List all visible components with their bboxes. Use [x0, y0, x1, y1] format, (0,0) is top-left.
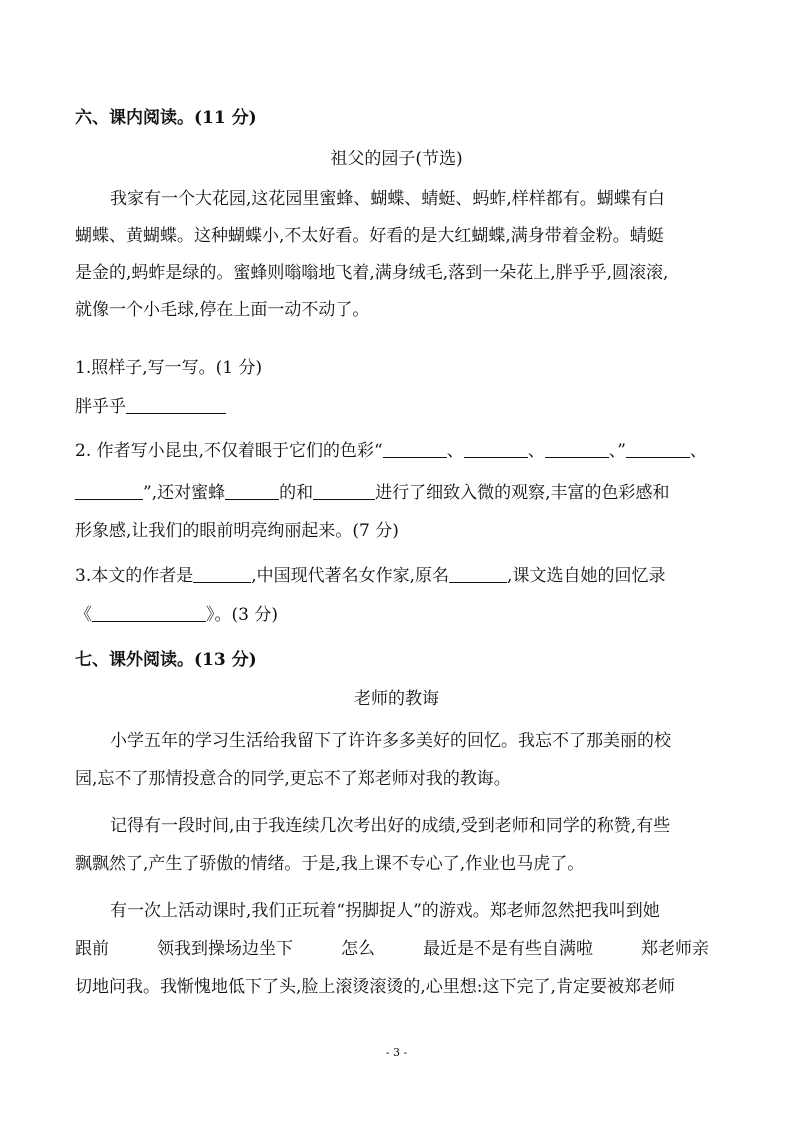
passage-1-line-4: 就像一个小毛球,停在上面一动不动了。	[75, 300, 370, 320]
question-2-line-3: 形象感,让我们的眼前明亮绚丽起来。(7 分)	[75, 521, 399, 541]
answer-blank[interactable]	[383, 441, 447, 458]
answer-blank[interactable]	[464, 441, 528, 458]
answer-blank[interactable]	[193, 566, 251, 583]
question-2-line-1: 2. 作者写小昆虫,不仅着眼于它们的色彩“ 、 、 、” 、	[75, 441, 707, 461]
question-2-line-2: ”,还对蜜蜂 的和 进行了细致入微的观察,丰富的色彩感和	[75, 482, 670, 504]
passage-2-title: 老师的教诲	[354, 689, 439, 709]
answer-blank[interactable]	[75, 483, 143, 500]
passage-2-p1-line-2: 园,忘不了那情投意合的同学,更忘不了郑老师对我的教诲。	[75, 769, 511, 789]
passage-1-line-2: 蝴蝶、黄蝴蝶。这种蝴蝶小,不太好看。好看的是大红蝴蝶,满身带着金粉。蜻蜓	[75, 226, 664, 246]
passage-2-p3-line-2: 跟前 领我到操场边坐下 怎么 最近是不是有些自满啦 郑老师亲	[75, 939, 709, 959]
passage-1-line-1: 我家有一个大花园,这花园里蜜蜂、蝴蝶、蜻蜓、蚂蚱,样样都有。蝴蝶有白	[110, 189, 665, 209]
answer-blank[interactable]	[626, 441, 690, 458]
answer-blank[interactable]	[313, 483, 375, 500]
passage-2-p1-line-1: 小学五年的学习生活给我留下了许许多多美好的回忆。我忘不了那美丽的校	[110, 731, 671, 751]
passage-2-p2-line-2: 飘飘然了,产生了骄傲的情绪。于是,我上课不专心了,作业也马虎了。	[75, 854, 585, 874]
question-1-blank[interactable]	[126, 397, 226, 414]
passage-1-title: 祖父的园子(节选)	[330, 149, 463, 169]
question-1-example: 胖乎乎	[75, 397, 126, 417]
answer-blank[interactable]	[449, 566, 507, 583]
passage-2-p2-line-1: 记得有一段时间,由于我连续几次考出好的成绩,受到老师和同学的称赞,有些	[110, 816, 671, 836]
passage-2-p3-line-1: 有一次上活动课时,我们正玩着“拐脚捉人”的游戏。郑老师忽然把我叫到她	[110, 901, 660, 921]
question-2-start: 2. 作者写小昆虫,不仅着眼于它们的色彩“	[75, 441, 383, 461]
passage-1-line-3: 是金的,蚂蚱是绿的。蜜蜂则嗡嗡地飞着,满身绒毛,落到一朵花上,胖乎乎,圆滚滚,	[75, 263, 669, 283]
section-6-heading: 六、课内阅读。(11 分)	[75, 108, 257, 128]
question-1-text: 1.照样子,写一写。(1 分)	[75, 358, 263, 378]
answer-blank[interactable]	[225, 483, 279, 500]
question-3-line-1: 3.本文的作者是 ,中国现代著名女作家,原名 ,课文选自她的回忆录	[75, 566, 666, 586]
page-number: - 3 -	[385, 1046, 408, 1059]
answer-blank[interactable]	[92, 605, 206, 622]
section-7-heading: 七、课外阅读。(13 分)	[75, 650, 257, 670]
passage-2-p3-line-3: 切地问我。我惭愧地低下了头,脸上滚烫滚烫的,心里想:这下完了,肯定要被郑老师	[75, 977, 675, 997]
question-3-line-2: 《 》。(3 分)	[75, 605, 278, 625]
answer-blank[interactable]	[545, 441, 609, 458]
question-1-answer-row	[75, 396, 226, 418]
